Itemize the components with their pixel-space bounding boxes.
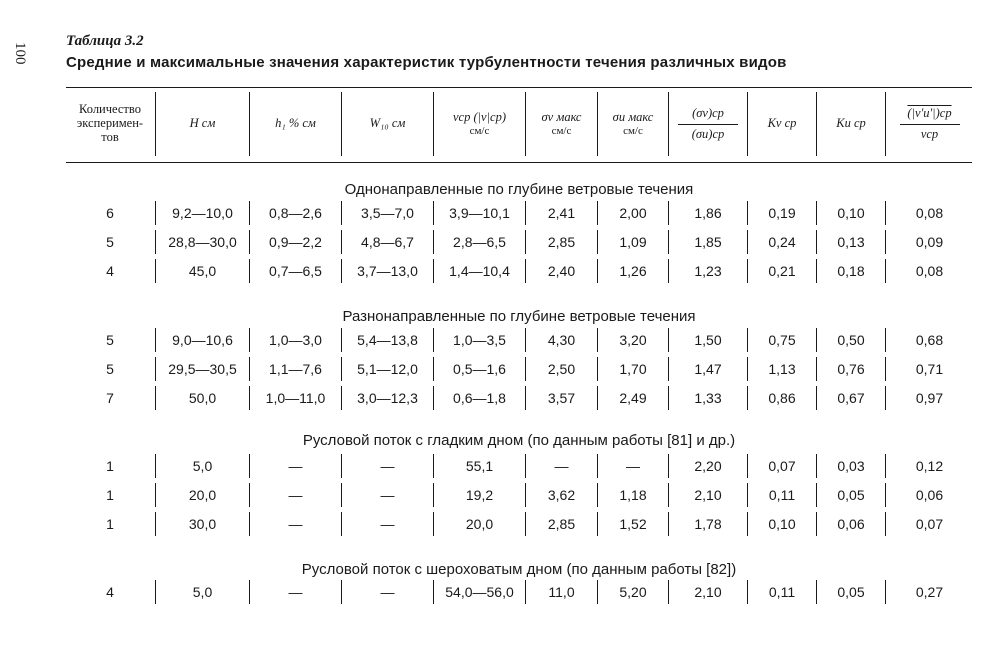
- cell-sigma-v: 2,50: [525, 357, 597, 381]
- cell-vcp: 54,0—56,0: [433, 580, 525, 604]
- table-row: [66, 483, 972, 507]
- cell-sigma-v: 3,62: [525, 483, 597, 507]
- cell-ratio: 1,23: [668, 259, 747, 283]
- cell-Ku: 0,50: [816, 328, 885, 352]
- cell-Kv: 0,10: [747, 512, 816, 536]
- header-count-line1: Количество: [79, 102, 141, 117]
- cell-sigma-u: —: [597, 454, 668, 478]
- section-title: Разнонаправленные по глубине ветровые течения: [342, 308, 696, 325]
- cell-Kv: 0,24: [747, 230, 816, 254]
- header-vcp-unit: см/с: [469, 124, 490, 137]
- cell-Kv: 0,75: [747, 328, 816, 352]
- cell-sigma-u: 1,26: [597, 259, 668, 283]
- cell-W10: 5,1—12,0: [341, 357, 433, 381]
- cell-sigma-u: 3,20: [597, 328, 668, 352]
- table-caption: Таблица 3.2: [66, 33, 144, 49]
- cell-last: 0,07: [885, 512, 973, 536]
- cell-sigma-v: 2,41: [525, 201, 597, 225]
- cell-W10: 3,0—12,3: [341, 386, 433, 410]
- cell-vcp: 19,2: [433, 483, 525, 507]
- cell-last: 0,27: [885, 580, 973, 604]
- cell-H: 9,2—10,0: [155, 201, 249, 225]
- cell-h1: —: [249, 512, 341, 536]
- header-count-line3: тов: [101, 129, 119, 144]
- cell-Ku: 0,03: [816, 454, 885, 478]
- cell-count: 4: [106, 584, 114, 600]
- cell-Ku: 0,18: [816, 259, 885, 283]
- cell-sigma-u: 1,18: [597, 483, 668, 507]
- cell-count: 6: [106, 205, 114, 221]
- header-count: [66, 92, 154, 156]
- cell-ratio: 2,10: [668, 483, 747, 507]
- cell-vcp: 20,0: [433, 512, 525, 536]
- cell-W10: —: [341, 512, 433, 536]
- cell-W10: —: [341, 483, 433, 507]
- cell-sigma-u: 1,52: [597, 512, 668, 536]
- header-sigma-u-label: σu макс: [612, 110, 654, 125]
- cell-W10: 3,7—13,0: [341, 259, 433, 283]
- table-row: [66, 230, 972, 254]
- cell-count: 4: [106, 263, 114, 279]
- cell-h1: 0,7—6,5: [249, 259, 341, 283]
- section-title: Русловой поток с гладким дном (по данным работы [81] и др.): [302, 432, 736, 449]
- cell-Ku: 0,76: [816, 357, 885, 381]
- cell-sigma-v: 2,40: [525, 259, 597, 283]
- cell-sigma-u: 2,49: [597, 386, 668, 410]
- cell-last: 0,71: [885, 357, 973, 381]
- cell-last: 0,08: [885, 259, 973, 283]
- header-ratio-fraction-line: [678, 124, 738, 125]
- header-sigma-u-unit: см/с: [623, 124, 643, 137]
- header-H: [155, 92, 249, 156]
- header-vcp: [433, 92, 525, 156]
- header-h1: [249, 92, 341, 156]
- cell-Kv: 0,11: [747, 580, 816, 604]
- header-Ku-label: Ku ср: [836, 116, 866, 131]
- cell-ratio: 1,50: [668, 328, 747, 352]
- cell-count: 7: [106, 390, 114, 406]
- section-title: Русловой поток с шероховатым дном (по данным работы [82]): [301, 561, 737, 578]
- cell-Kv: 0,11: [747, 483, 816, 507]
- cell-Kv: 1,13: [747, 357, 816, 381]
- cell-h1: 1,0—11,0: [249, 386, 341, 410]
- cell-sigma-u: 1,70: [597, 357, 668, 381]
- table-row: [66, 386, 972, 410]
- cell-ratio: 1,33: [668, 386, 747, 410]
- cell-count: 5: [106, 332, 114, 348]
- cell-Ku: 0,05: [816, 483, 885, 507]
- page-number: 100: [12, 42, 28, 65]
- cell-vcp: 0,5—1,6: [433, 357, 525, 381]
- cell-Kv: 0,86: [747, 386, 816, 410]
- cell-H: 30,0: [155, 512, 249, 536]
- cell-h1: 0,8—2,6: [249, 201, 341, 225]
- cell-last: 0,09: [885, 230, 973, 254]
- cell-count: 5: [106, 361, 114, 377]
- cell-h1: 1,0—3,0: [249, 328, 341, 352]
- cell-last: 0,08: [885, 201, 973, 225]
- cell-sigma-u: 2,00: [597, 201, 668, 225]
- header-sigma-v-unit: см/с: [551, 124, 572, 137]
- cell-W10: —: [341, 580, 433, 604]
- cell-sigma-v: 4,30: [525, 328, 597, 352]
- cell-sigma-u: 1,09: [597, 230, 668, 254]
- cell-vcp: 2,8—6,5: [433, 230, 525, 254]
- cell-h1: 0,9—2,2: [249, 230, 341, 254]
- cell-Kv: 0,21: [747, 259, 816, 283]
- cell-ratio: 2,10: [668, 580, 747, 604]
- cell-Ku: 0,06: [816, 512, 885, 536]
- cell-H: 5,0: [155, 580, 249, 604]
- header-Ku: [816, 92, 885, 156]
- table-row: [66, 357, 972, 381]
- header-sigma-u: [597, 92, 668, 156]
- cell-W10: 5,4—13,8: [341, 328, 433, 352]
- cell-h1: —: [249, 454, 341, 478]
- cell-ratio: 1,47: [668, 357, 747, 381]
- cell-count: 1: [106, 487, 114, 503]
- table-title: Средние и максимальные значения характеристик турбулентности течения различных видов: [66, 54, 787, 71]
- cell-H: 9,0—10,6: [155, 328, 249, 352]
- cell-sigma-v: 2,85: [525, 512, 597, 536]
- header-h1-label: h₁ % см: [275, 116, 316, 131]
- cell-vcp: 3,9—10,1: [433, 201, 525, 225]
- cell-ratio: 1,86: [668, 201, 747, 225]
- cell-vcp: 1,4—10,4: [433, 259, 525, 283]
- table-row: [66, 201, 972, 225]
- header-last-fraction-line: [900, 124, 960, 125]
- cell-count: 1: [106, 458, 114, 474]
- header-W10: [341, 92, 433, 156]
- table-row: [66, 259, 972, 283]
- header-sigma-v: [525, 92, 597, 156]
- cell-sigma-v: —: [525, 454, 597, 478]
- cell-W10: 4,8—6,7: [341, 230, 433, 254]
- header-bottom-rule: [66, 162, 972, 163]
- header-sigma-v-label: σv макс: [541, 110, 582, 125]
- cell-last: 0,12: [885, 454, 973, 478]
- cell-count: 5: [106, 234, 114, 250]
- cell-count: 1: [106, 516, 114, 532]
- cell-last: 0,06: [885, 483, 973, 507]
- cell-Kv: 0,19: [747, 201, 816, 225]
- header-ratio-numerator: (σv)ср: [692, 105, 724, 120]
- table-row: [66, 580, 972, 604]
- cell-Ku: 0,13: [816, 230, 885, 254]
- header-last-numerator: (|v'u'|)ср: [907, 105, 952, 120]
- cell-ratio: 2,20: [668, 454, 747, 478]
- header-W10-label: W₁₀ см: [369, 116, 406, 131]
- cell-H: 29,5—30,5: [155, 357, 249, 381]
- header-Kv: [747, 92, 816, 156]
- table-row: [66, 454, 972, 478]
- header-last-denominator: vср: [920, 126, 939, 141]
- cell-H: 5,0: [155, 454, 249, 478]
- cell-Ku: 0,67: [816, 386, 885, 410]
- header-ratio: [668, 92, 747, 156]
- cell-W10: 3,5—7,0: [341, 201, 433, 225]
- cell-last: 0,97: [885, 386, 973, 410]
- cell-Ku: 0,10: [816, 201, 885, 225]
- cell-H: 28,8—30,0: [155, 230, 249, 254]
- cell-sigma-v: 11,0: [525, 580, 597, 604]
- cell-ratio: 1,85: [668, 230, 747, 254]
- cell-vcp: 0,6—1,8: [433, 386, 525, 410]
- table-row: [66, 328, 972, 352]
- header-ratio-denominator: (σu)ср: [691, 126, 725, 141]
- header-Kv-label: Kv ср: [767, 116, 797, 131]
- section-title: Однонаправленные по глубине ветровые течения: [344, 181, 694, 198]
- cell-Kv: 0,07: [747, 454, 816, 478]
- cell-ratio: 1,78: [668, 512, 747, 536]
- cell-sigma-u: 5,20: [597, 580, 668, 604]
- cell-H: 20,0: [155, 483, 249, 507]
- cell-H: 45,0: [155, 259, 249, 283]
- table-row: [66, 512, 972, 536]
- cell-vcp: 55,1: [433, 454, 525, 478]
- cell-sigma-v: 3,57: [525, 386, 597, 410]
- cell-h1: 1,1—7,6: [249, 357, 341, 381]
- header-H-label: H см: [189, 116, 216, 131]
- cell-h1: —: [249, 483, 341, 507]
- cell-last: 0,68: [885, 328, 973, 352]
- cell-W10: —: [341, 454, 433, 478]
- cell-h1: —: [249, 580, 341, 604]
- header-count-line2: эксперимен-: [76, 116, 144, 131]
- cell-H: 50,0: [155, 386, 249, 410]
- header-vcp-label: vср (|v|ср): [452, 110, 506, 125]
- header-last: [885, 92, 973, 156]
- table-top-rule: [66, 87, 972, 88]
- cell-Ku: 0,05: [816, 580, 885, 604]
- cell-vcp: 1,0—3,5: [433, 328, 525, 352]
- cell-sigma-v: 2,85: [525, 230, 597, 254]
